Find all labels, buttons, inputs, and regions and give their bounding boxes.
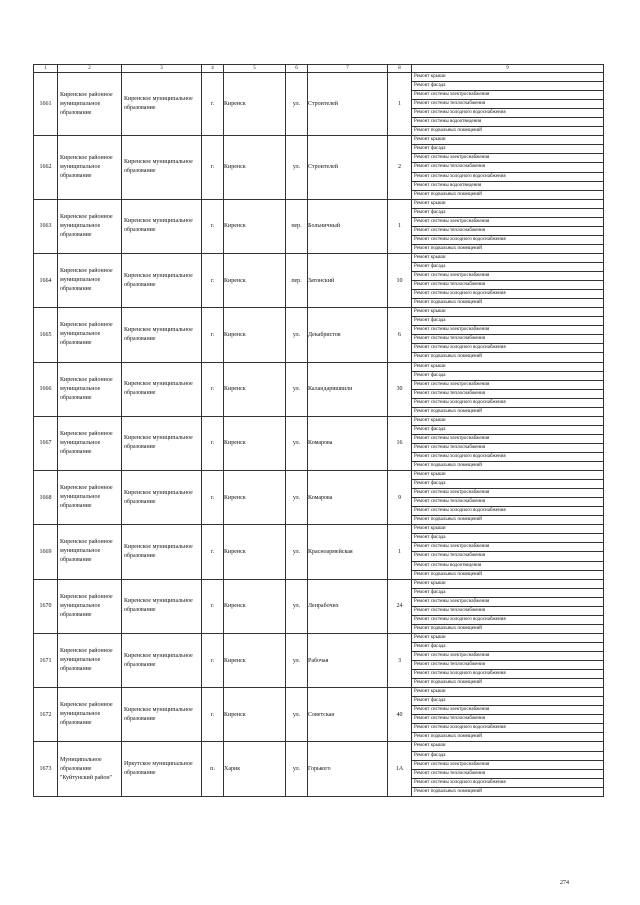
settlement-type-cell: г. [202, 199, 224, 253]
municipality-cell: Киренское муниципальное образование [122, 688, 202, 742]
settlement-cell: Киренск [224, 136, 286, 199]
page-number: 274 [560, 880, 569, 886]
table-row [34, 688, 604, 742]
settlement-type-cell: г. [202, 579, 224, 633]
col-header: 7 [308, 65, 388, 73]
table-row [34, 416, 604, 470]
table-row [34, 633, 604, 687]
row-number: 1664 [34, 253, 58, 307]
table-row [34, 579, 604, 633]
settlement-type-cell: г. [202, 362, 224, 416]
settlement-cell: Киренск [224, 73, 286, 136]
region-cell: Киренское районное муниципальное образование [58, 471, 122, 525]
works-cell [412, 416, 604, 470]
settlement-type-cell: г. [202, 471, 224, 525]
settlement-cell: Киренск [224, 633, 286, 687]
work-item: Ремонт крыши [412, 200, 603, 209]
table-row [34, 136, 604, 199]
settlement-cell: Киренск [224, 471, 286, 525]
row-number: 1665 [34, 308, 58, 362]
street-cell: Рабочая [308, 633, 388, 687]
work-item: Ремонт системы холодного водоснабжения [412, 173, 603, 182]
works-cell [412, 688, 604, 742]
region-cell: Киренское районное муниципальное образование [58, 416, 122, 470]
street-cell: Красноармейская [308, 525, 388, 579]
works-cell [412, 742, 604, 796]
works-cell [412, 308, 604, 362]
street-type-cell: пер. [286, 199, 308, 253]
col-header: 6 [286, 65, 308, 73]
region-cell: Киренское районное муниципальное образование [58, 136, 122, 199]
house-cell: 10 [388, 253, 412, 307]
table-body [34, 73, 604, 797]
work-item: Ремонт системы электроснабжения [412, 272, 603, 281]
house-cell: 1 [388, 73, 412, 136]
table-row [34, 308, 604, 362]
municipality-cell: Киренское муниципальное образование [122, 416, 202, 470]
settlement-type-cell: г. [202, 525, 224, 579]
street-cell: Декабристов [308, 308, 388, 362]
table-row [34, 362, 604, 416]
region-cell: Киренское районное муниципальное образование [58, 525, 122, 579]
work-item: Ремонт фасада [412, 145, 603, 154]
work-item: Ремонт крыши [412, 308, 603, 317]
col-header: 8 [388, 65, 412, 73]
work-item: Ремонт подвальных помещений [414, 625, 482, 631]
settlement-type-cell: г. [202, 688, 224, 742]
table-row [34, 742, 604, 796]
row-number: 1663 [34, 199, 58, 253]
work-item: Ремонт крыши [412, 136, 603, 145]
work-item: Ремонт системы электроснабжения [412, 489, 603, 498]
municipality-cell: Киренское муниципальное образование [122, 136, 202, 199]
work-item: Ремонт системы водоотведения [412, 562, 603, 571]
row-number: 1669 [34, 525, 58, 579]
municipality-cell: Киренское муниципальное образование [122, 308, 202, 362]
table-row [34, 73, 604, 136]
work-item: Ремонт системы теплоснабжения [412, 163, 603, 172]
work-item: Ремонт фасада [412, 589, 603, 598]
region-cell: Киренское районное муниципальное образование [58, 633, 122, 687]
work-item: Ремонт системы теплоснабжения [412, 335, 603, 344]
region-cell: Киренское районное муниципальное образование [58, 362, 122, 416]
work-item: Ремонт подвальных помещений [414, 191, 482, 197]
street-cell: Комарова [308, 471, 388, 525]
municipality-cell: Киренское муниципальное образование [122, 362, 202, 416]
row-number: 1668 [34, 471, 58, 525]
house-cell: 3 [388, 633, 412, 687]
work-item: Ремонт фасада [412, 643, 603, 652]
work-item: Ремонт системы холодного водоснабжения [412, 616, 603, 625]
settlement-type-cell: г. [202, 633, 224, 687]
settlement-cell: Киренск [224, 416, 286, 470]
work-item: Ремонт крыши [412, 580, 603, 589]
house-cell: 1А [388, 742, 412, 796]
street-type-cell: ул. [286, 136, 308, 199]
table-row [34, 525, 604, 579]
header-row [34, 65, 604, 73]
settlement-type-cell: г. [202, 416, 224, 470]
work-item: Ремонт системы холодного водоснабжения [412, 670, 603, 679]
work-item: Ремонт системы электроснабжения [412, 218, 603, 227]
works-cell [412, 73, 604, 136]
municipality-cell: Иркутское муниципальное образование [122, 742, 202, 796]
work-item: Ремонт системы холодного водоснабжения [412, 507, 603, 516]
house-cell: 16 [388, 416, 412, 470]
col-header: 4 [202, 65, 224, 73]
work-item: Ремонт фасада [412, 372, 603, 381]
work-item: Ремонт крыши [412, 742, 603, 751]
works-cell [412, 199, 604, 253]
work-item: Ремонт системы теплоснабжения [412, 770, 603, 779]
row-number: 1672 [34, 688, 58, 742]
work-item: Ремонт системы холодного водоснабжения [412, 399, 603, 408]
settlement-type-cell: п. [202, 742, 224, 796]
settlement-type-cell: г. [202, 73, 224, 136]
settlement-cell: Киренск [224, 525, 286, 579]
work-item: Ремонт подвальных помещений [414, 245, 482, 251]
street-type-cell: ул. [286, 525, 308, 579]
work-item: Ремонт системы теплоснабжения [412, 715, 603, 724]
work-item: Ремонт крыши [412, 471, 603, 480]
work-item: Ремонт крыши [412, 634, 603, 643]
work-item: Ремонт системы водоотведения [412, 118, 603, 127]
work-item: Ремонт подвальных помещений [414, 354, 482, 360]
street-cell: Затонский [308, 253, 388, 307]
street-cell: Комарова [308, 416, 388, 470]
settlement-cell: Киренск [224, 579, 286, 633]
work-item: Ремонт фасада [412, 426, 603, 435]
street-type-cell: ул. [286, 471, 308, 525]
works-cell [412, 471, 604, 525]
municipality-cell: Киренское муниципальное образование [122, 525, 202, 579]
work-item: Ремонт системы теплоснабжения [412, 281, 603, 290]
municipality-cell: Киренское муниципальное образование [122, 253, 202, 307]
work-item: Ремонт фасада [412, 209, 603, 218]
work-item: Ремонт фасада [412, 697, 603, 706]
region-cell: Киренское районное муниципальное образование [58, 253, 122, 307]
street-type-cell: ул. [286, 308, 308, 362]
col-header: 2 [58, 65, 122, 73]
settlement-type-cell: г. [202, 308, 224, 362]
col-header: 9 [412, 65, 604, 73]
table-row [34, 199, 604, 253]
street-cell: Больничный [308, 199, 388, 253]
works-cell [412, 136, 604, 199]
row-number: 1671 [34, 633, 58, 687]
work-item: Ремонт фасада [412, 263, 603, 272]
work-item: Ремонт подвальных помещений [414, 408, 482, 414]
house-cell: 30 [388, 362, 412, 416]
work-item: Ремонт системы электроснабжения [412, 761, 603, 770]
region-cell: Киренское районное муниципальное образование [58, 579, 122, 633]
settlement-type-cell: г. [202, 136, 224, 199]
work-item: Ремонт крыши [412, 254, 603, 263]
table-row [34, 471, 604, 525]
municipality-cell: Киренское муниципальное образование [122, 633, 202, 687]
works-cell [412, 253, 604, 307]
work-item: Ремонт системы электроснабжения [412, 598, 603, 607]
street-cell: Горького [308, 742, 388, 796]
work-item: Ремонт фасада [412, 82, 603, 91]
street-cell: Каландаришвили [308, 362, 388, 416]
work-item: Ремонт подвальных помещений [414, 463, 482, 469]
work-item: Ремонт подвальных помещений [414, 734, 482, 740]
work-item: Ремонт системы холодного водоснабжения [412, 109, 603, 118]
work-item: Ремонт подвальных помещений [414, 680, 482, 686]
work-item: Ремонт системы холодного водоснабжения [412, 236, 603, 245]
work-item: Ремонт системы теплоснабжения [412, 661, 603, 670]
row-number: 1673 [34, 742, 58, 796]
work-item: Ремонт системы электроснабжения [412, 154, 603, 163]
house-cell: 24 [388, 579, 412, 633]
work-item: Ремонт подвальных помещений [414, 300, 482, 306]
settlement-cell: Киренск [224, 362, 286, 416]
works-cell [412, 362, 604, 416]
region-cell: Муниципальное образование "Куйтунский район" [58, 742, 122, 796]
work-item: Ремонт системы холодного водоснабжения [412, 779, 603, 788]
house-cell: 1 [388, 199, 412, 253]
region-cell: Киренское районное муниципальное образование [58, 73, 122, 136]
work-item: Ремонт подвальных помещений [414, 517, 482, 523]
region-cell: Киренское районное муниципальное образование [58, 688, 122, 742]
work-item: Ремонт крыши [412, 525, 603, 534]
work-item: Ремонт крыши [412, 363, 603, 372]
work-item: Ремонт крыши [412, 417, 603, 426]
work-item: Ремонт системы электроснабжения [412, 652, 603, 661]
works-cell [412, 525, 604, 579]
street-type-cell: ул. [286, 73, 308, 136]
work-item: Ремонт системы теплоснабжения [412, 100, 603, 109]
work-item: Ремонт системы холодного водоснабжения [412, 453, 603, 462]
objects-table [33, 64, 604, 797]
municipality-cell: Киренское муниципальное образование [122, 579, 202, 633]
col-header: 3 [122, 65, 202, 73]
house-cell: 2 [388, 136, 412, 199]
settlement-cell: Киренск [224, 308, 286, 362]
work-item: Ремонт системы холодного водоснабжения [412, 724, 603, 733]
work-item: Ремонт системы электроснабжения [412, 543, 603, 552]
table-row [34, 253, 604, 307]
work-item: Ремонт системы электроснабжения [412, 91, 603, 100]
settlement-cell: Киренск [224, 199, 286, 253]
street-type-cell: ул. [286, 688, 308, 742]
work-item: Ремонт системы электроснабжения [412, 706, 603, 715]
work-item: Ремонт системы водоотведения [412, 182, 603, 191]
row-number: 1667 [34, 416, 58, 470]
settlement-cell: Харик [224, 742, 286, 796]
col-header: 5 [224, 65, 286, 73]
street-type-cell: ул. [286, 416, 308, 470]
street-type-cell: ул. [286, 579, 308, 633]
work-item: Ремонт фасада [412, 752, 603, 761]
work-item: Ремонт системы теплоснабжения [412, 498, 603, 507]
work-item: Ремонт фасада [412, 480, 603, 489]
region-cell: Киренское районное муниципальное образование [58, 199, 122, 253]
work-item: Ремонт системы холодного водоснабжения [412, 290, 603, 299]
work-item: Ремонт системы холодного водоснабжения [412, 344, 603, 353]
works-cell [412, 633, 604, 687]
col-header: 1 [34, 65, 58, 73]
street-cell: Строителей [308, 73, 388, 136]
municipality-cell: Киренское муниципальное образование [122, 199, 202, 253]
street-cell: Строителей [308, 136, 388, 199]
work-item: Ремонт системы электроснабжения [412, 381, 603, 390]
municipality-cell: Киренское муниципальное образование [122, 471, 202, 525]
work-item: Ремонт системы электроснабжения [412, 326, 603, 335]
work-item: Ремонт системы теплоснабжения [412, 444, 603, 453]
work-item: Ремонт фасада [412, 317, 603, 326]
street-type-cell: пер. [286, 253, 308, 307]
house-cell: 6 [388, 308, 412, 362]
settlement-cell: Киренск [224, 688, 286, 742]
work-item: Ремонт подвальных помещений [414, 128, 482, 134]
work-item: Ремонт подвальных помещений [414, 788, 482, 794]
street-type-cell: ул. [286, 633, 308, 687]
house-cell: 1 [388, 525, 412, 579]
row-number: 1666 [34, 362, 58, 416]
settlement-cell: Киренск [224, 253, 286, 307]
work-item: Ремонт крыши [412, 73, 603, 82]
work-item: Ремонт системы теплоснабжения [412, 607, 603, 616]
settlement-type-cell: г. [202, 253, 224, 307]
house-cell: 40 [388, 688, 412, 742]
work-item: Ремонт системы теплоснабжения [412, 227, 603, 236]
work-item: Ремонт системы теплоснабжения [412, 390, 603, 399]
house-cell: 9 [388, 471, 412, 525]
row-number: 1662 [34, 136, 58, 199]
works-cell [412, 579, 604, 633]
street-type-cell: ул. [286, 742, 308, 796]
row-number: 1661 [34, 73, 58, 136]
row-number: 1670 [34, 579, 58, 633]
work-item: Ремонт системы теплоснабжения [412, 552, 603, 561]
street-type-cell: ул. [286, 362, 308, 416]
work-item: Ремонт фасада [412, 534, 603, 543]
municipality-cell: Киренское муниципальное образование [122, 73, 202, 136]
region-cell: Киренское районное муниципальное образование [58, 308, 122, 362]
work-item: Ремонт подвальных помещений [414, 571, 482, 577]
work-item: Ремонт системы электроснабжения [412, 435, 603, 444]
street-cell: Ленрабочих [308, 579, 388, 633]
street-cell: Советская [308, 688, 388, 742]
work-item: Ремонт крыши [412, 688, 603, 697]
